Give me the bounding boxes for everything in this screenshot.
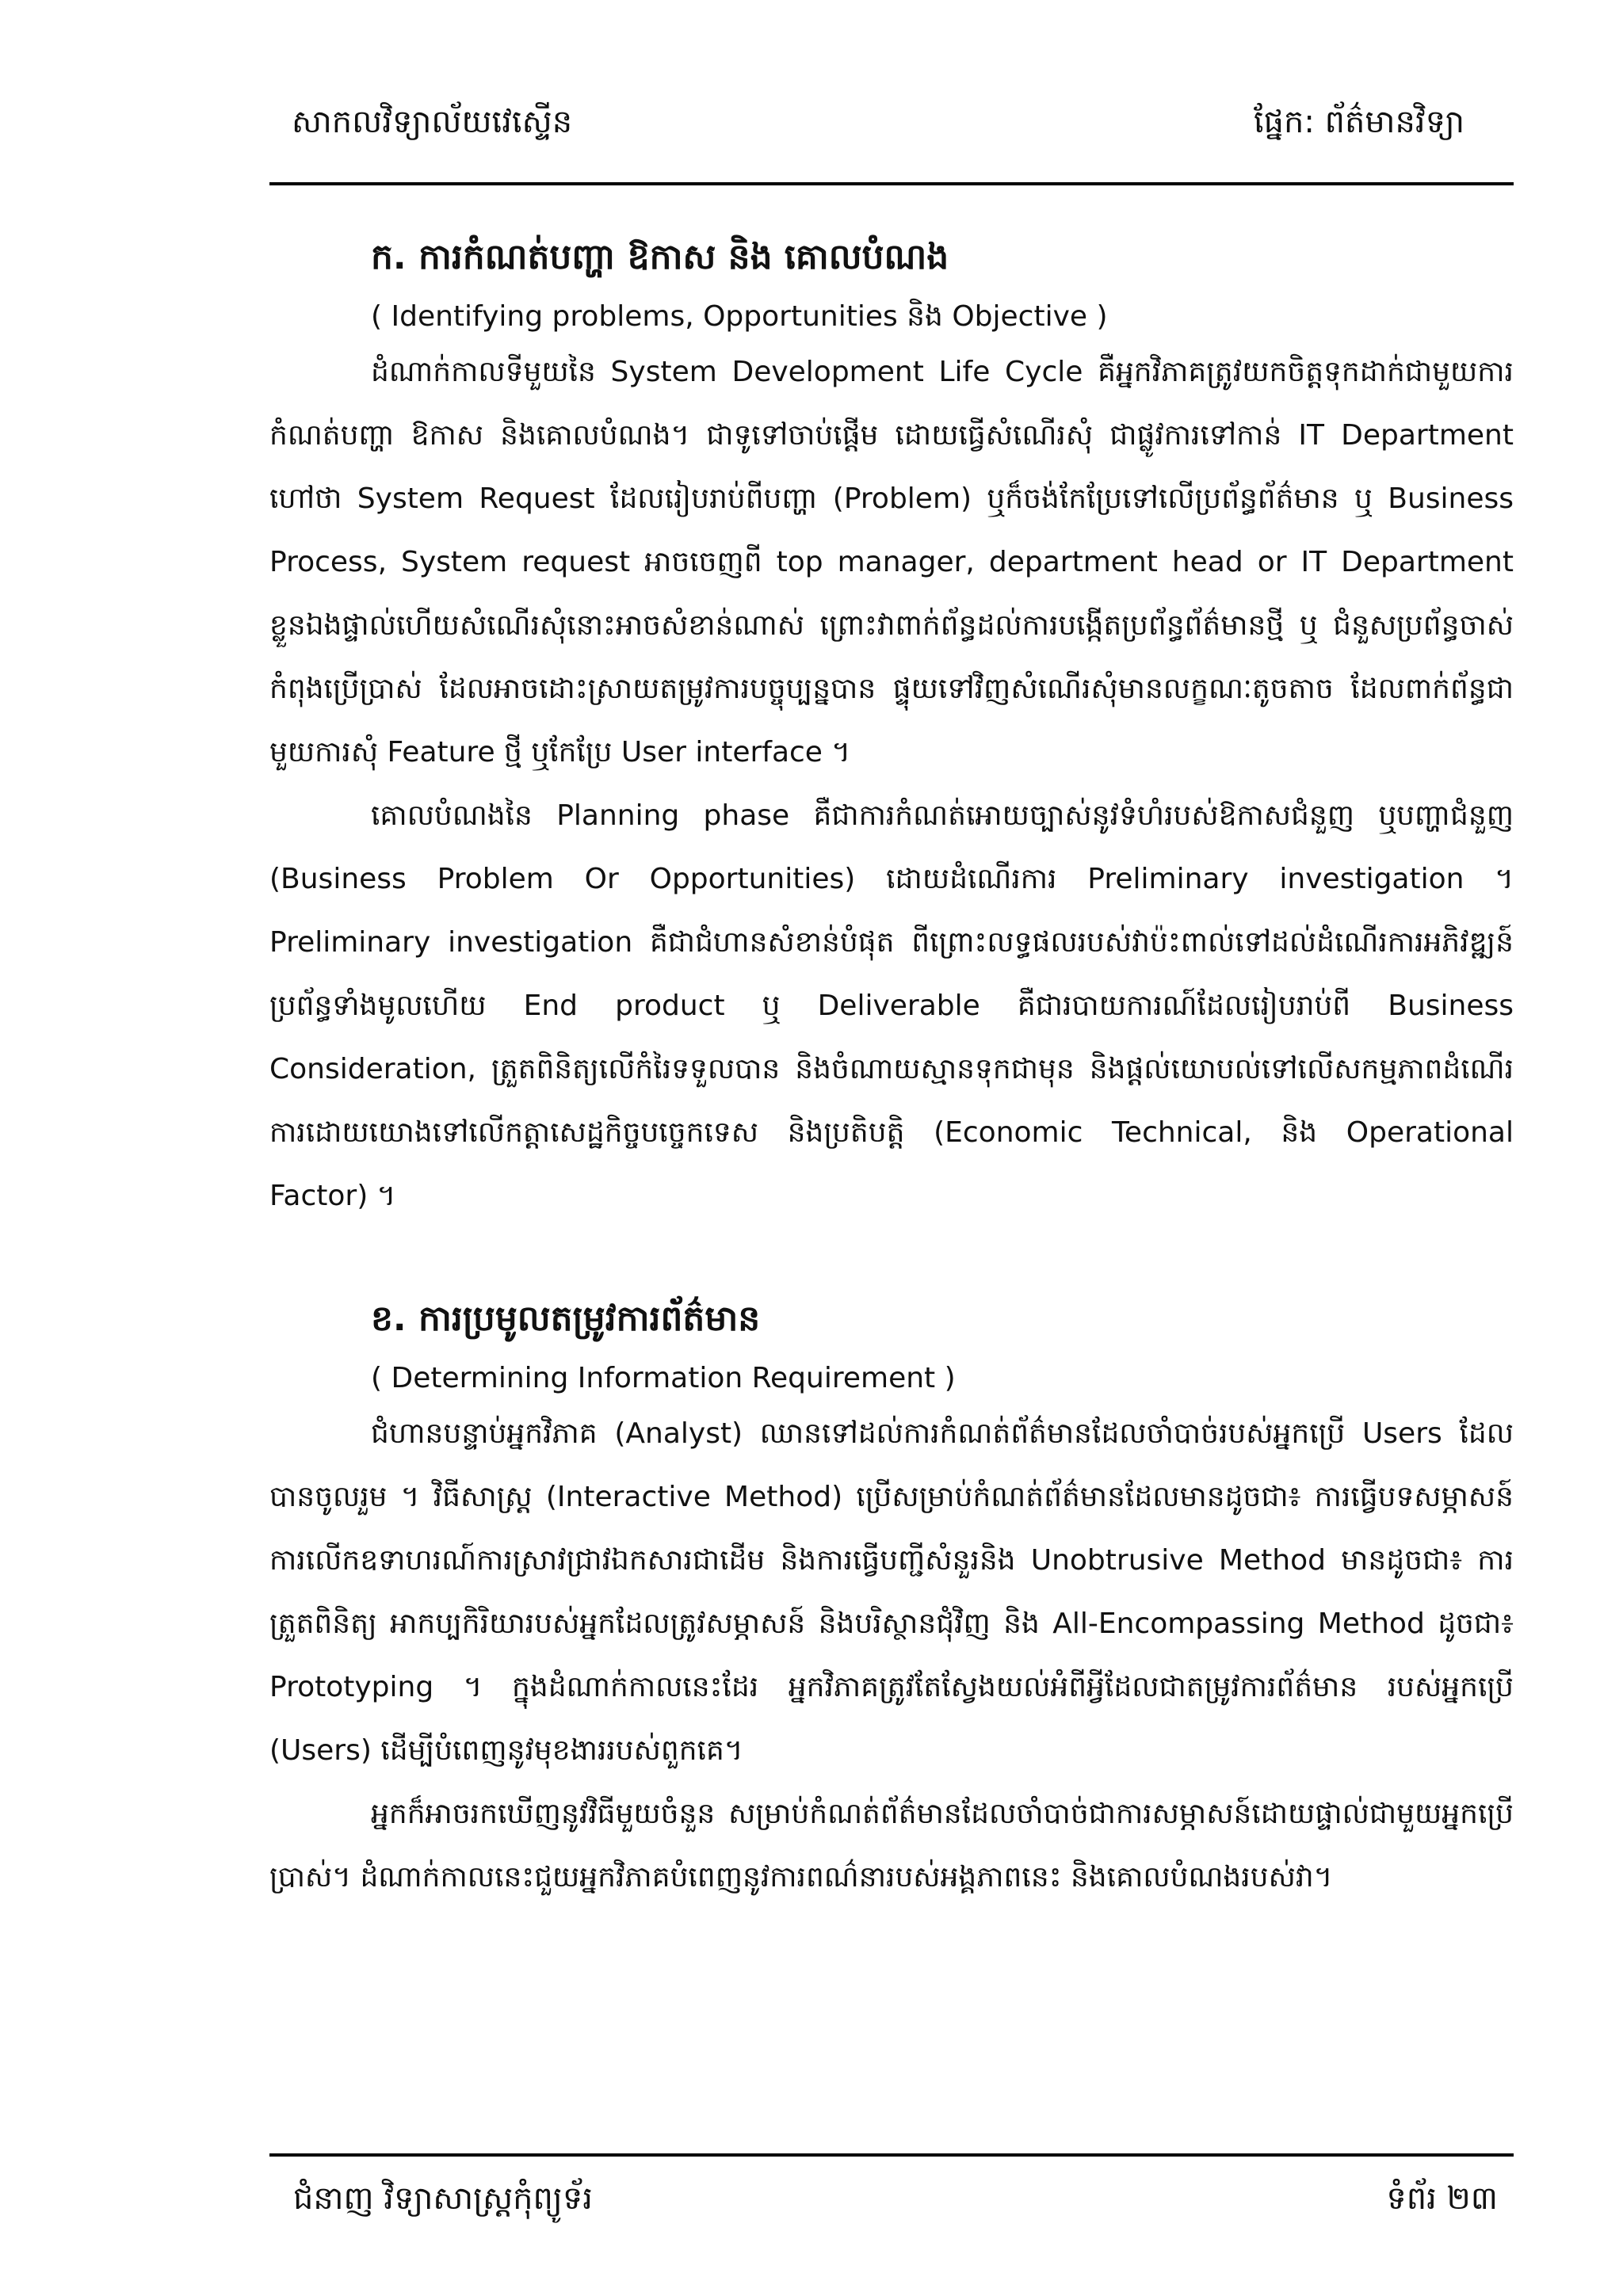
page-number: ទំព័រ ២៣ [1386, 2180, 1498, 2217]
paragraph: ដំណាក់កាលទីមួយនៃ System Development Life Cycle គឺអ្នកវិភាគត្រូវយកចិត្តទុកដាក់ជាមួយការកំណត់បញ្ហា ឱកាស និងគោលបំណង។ ជាទូទៅចាប់ផ្តើម ដោយធ្វើសំណើរសុំ ជាផ្លូវការទៅកាន់ IT Department ហៅថា System Request ដែលរៀបរាប់ពីបញ្ហា (Problem) ឬក៏ចង់កែប្រែទៅលើប្រព័ន្ធព័ត៌មាន ឬ Business Process, System request អាចចេញពី top manager, department head or IT Department ខ្លួនឯងផ្ទាល់ហើយសំណើរសុំនោះអាចសំខាន់ណាស់ ព្រោះវាពាក់ព័ន្ធដល់ការបង្កើតប្រព័ន្ធព័ត៌មានថ្មី ឬ ជំនួសប្រព័ន្ធចាស់កំពុងប្រើប្រាស់ ដែលអាចដោះស្រាយតម្រូវការបច្ចុប្បន្នបាន ផ្ទុយទៅវិញសំណើរសុំមានលក្ខណៈតូចតាច ដែលពាក់ព័ន្ធជាមួយការសុំ Feature ថ្មី ឬកែប្រែ User interface ។ [269, 356, 1514, 769]
section-determining-requirements [269, 1283, 1514, 1909]
program-name: ជំនាញ វិទ្យាសាស្ត្រកុំព្យូទ័រ [293, 2180, 593, 2217]
section-subheading: ( Identifying problems, Opportunities និង Objective ) [371, 300, 1108, 333]
footer-divider [269, 2153, 1514, 2157]
section-heading: ខ. ការប្រមូលតម្រូវការព័ត៌មាន [371, 1299, 761, 1339]
section-heading: ក. ការកំណត់បញ្ហា ឱកាស និង គោលបំណង [371, 237, 949, 277]
section-subheading: ( Determining Information Requirement ) [371, 1362, 956, 1394]
header-divider [269, 182, 1514, 185]
university-name: សាកលវិទ្យាល័យវេស្ទើន [292, 104, 573, 140]
paragraph: អ្នកក៏អាចរកឃើញនូវវិធីមួយចំនួន សម្រាប់កំណត់ព័ត៌មានដែលចាំបាច់ជាការសម្ភាសន៍ដោយផ្ទាល់ជាមួយអ្នកប្រើប្រាស់។ ដំណាក់កាលនេះជួយអ្នកវិភាគបំពេញនូវការពណ៌នារបស់អង្គភាពនេះ និងគោលបំណងរបស់វា។ [269, 1798, 1514, 1894]
paragraph: គោលបំណងនៃ Planning phase គឺជាការកំណត់អោយច្បាស់នូវទំហំរបស់ឱកាសជំនួញ ឬបញ្ហាជំនួញ (Business Problem Or Opportunities) ដោយដំណើរការ Preliminary investigation ។ Preliminary investigation គឺជាជំហានសំខាន់បំផុត ពីព្រោះលទ្ធផលរបស់វាប៉ះពាល់ទៅដល់ដំណើរការអភិវឌ្ឍន៍ប្រព័ន្ធទាំងមូលហើយ End product ឬ Deliverable គឺជារបាយការណ៍ដែលរៀបរាប់ពី Business Consideration, ត្រួតពិនិត្យលើកំរៃទទួលបាន និងចំណាយស្មានទុកជាមុន និងផ្តល់យោបល់ទៅលើសកម្មភាពដំណើរការដោយយោងទៅលើកត្តាសេដ្ឋកិច្ចបច្ចេកទេស និងប្រតិបត្តិ (Economic Technical, និង Operational Factor) ។ [269, 799, 1514, 1212]
paragraph: ជំហានបន្ទាប់អ្នកវិភាគ (Analyst) ឈានទៅដល់ការកំណត់ព័ត៌មានដែលចាំបាច់របស់អ្នកប្រើ Users ដែលបានចូលរួម ។ វិធីសាស្ត្រ (Interactive Method) ប្រើសម្រាប់កំណត់ព័ត៌មានដែលមានដូចជា៖ ការធ្វើបទសម្ភាសន៍ ការលើកឧទាហរណ៍ការស្រាវជ្រាវឯកសារជាដើម និងការធ្វើបញ្ជីសំនួរនិង Unobtrusive Method មានដូចជា៖ ការត្រួតពិនិត្យ អាកប្បកិរិយារបស់អ្នកដែលត្រូវសម្ភាសន៍ និងបរិស្ថានជុំវិញ និង All-Encompassing Method ដូចជា៖ Prototyping ។ ក្នុងដំណាក់កាលនេះដែរ អ្នកវិភាគត្រូវតែស្វែងយល់អំពីអ្វីដែលជាតម្រូវការព័ត៌មាន របស់អ្នកប្រើ (Users) ដើម្បីបំពេញនូវមុខងាររបស់ពួកគេ។ [269, 1417, 1514, 1767]
page-content [269, 222, 1514, 1909]
page-header [269, 97, 1514, 144]
page-footer [269, 2171, 1514, 2234]
section-identifying-problems [269, 222, 1514, 1228]
department-label: ផ្នែក: ព័ត៌មានវិទ្យា [1253, 104, 1465, 140]
